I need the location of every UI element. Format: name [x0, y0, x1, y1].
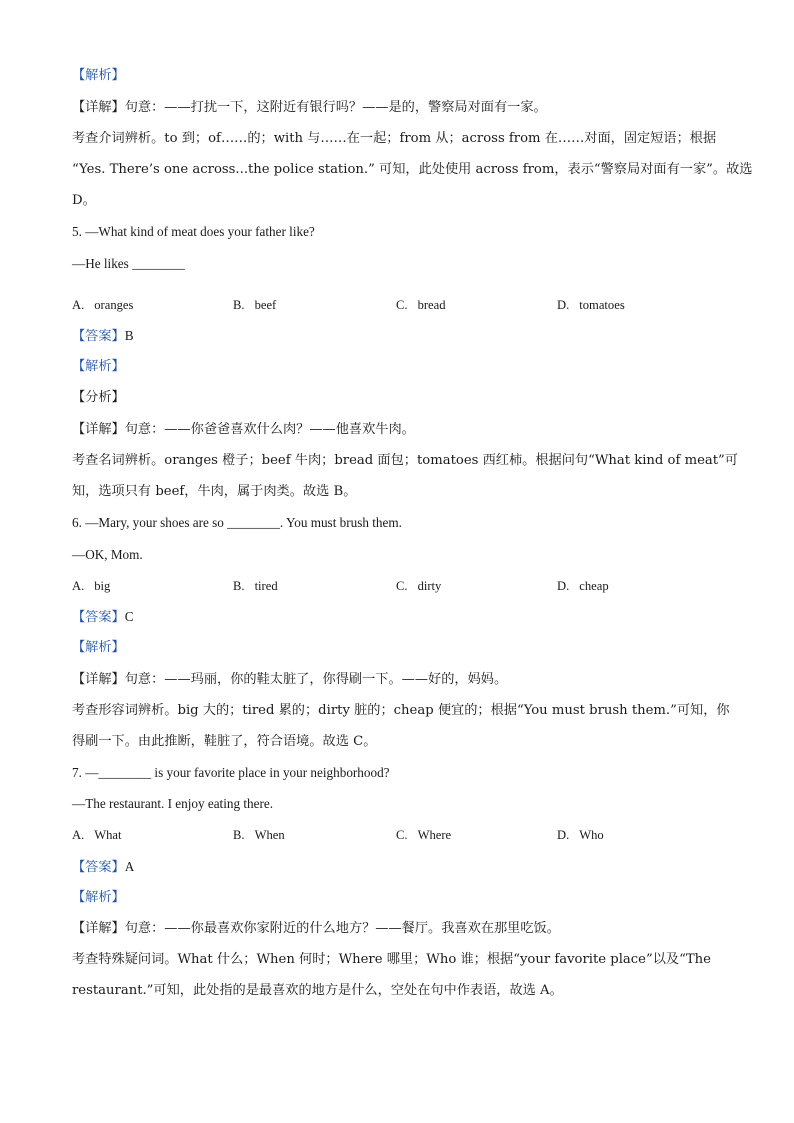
answer-value: A: [124, 859, 135, 874]
q6-detail-line: 考查形容词辨析。big 大的；tired 累的；dirty 脏的；cheap 便宜的；根据“You must brush them.”可知，你: [72, 703, 730, 718]
q4-detail-line: “Yes. There’s one across...the police station.” 可知，此处使用 across from，表示“警察局对面有一家”。故选: [72, 162, 753, 177]
option-letter: B.: [233, 579, 245, 593]
q5-stem: 5. —What kind of meat does your father like?: [72, 224, 315, 239]
q5-option-a: [72, 296, 133, 314]
q7-detail-line: 考查特殊疑问词。What 什么；When 何时；Where 哪里；Who 谁；根据“your favorite place”以及“The: [72, 952, 711, 967]
q7-reply: —The restaurant. I enjoy eating there.: [72, 796, 274, 811]
option-letter: A.: [72, 298, 85, 312]
q7-detail-line: restaurant.”可知，此处指的是最喜欢的地方是什么，空处在句中作表语，故选 A。: [72, 983, 563, 998]
option-text: tired: [254, 579, 278, 593]
q5-detail-line: 考查名词辨析。oranges 橙子；beef 牛肉；bread 面包；tomatoes 西红柿。根据问句“What kind of meat”可: [72, 453, 738, 468]
option-text: big: [94, 579, 111, 593]
q6-option-a: [72, 577, 110, 595]
option-letter: B.: [233, 828, 245, 842]
q5-option-d: [557, 296, 625, 314]
option-letter: D.: [557, 828, 570, 842]
answer-label: 【答案】: [72, 860, 125, 875]
q4-analysis-label: 【解析】: [72, 68, 125, 83]
option-letter: D.: [557, 298, 570, 312]
option-letter: C.: [396, 828, 408, 842]
q7-answer: [72, 858, 134, 877]
q7-option-b: [233, 826, 285, 844]
q6-option-b: [233, 577, 278, 595]
q5-answer: [72, 327, 134, 346]
q6-option-c: [396, 577, 441, 595]
q6-detail-line: 得刷一下。由此推断，鞋脏了，符合语境。故选 C。: [72, 734, 377, 749]
option-letter: C.: [396, 579, 408, 593]
q4-detail-line: 【详解】句意：——打扰一下，这附近有银行吗？——是的，警察局对面有一家。: [72, 100, 547, 115]
q5-reply: —He likes ________: [72, 256, 185, 271]
q7-option-d: [557, 826, 604, 844]
answer-label: 【答案】: [72, 329, 125, 344]
q5-option-b: [233, 296, 276, 314]
q7-detail-line: 【详解】句意：——你最喜欢你家附近的什么地方？——餐厅。我喜欢在那里吃饭。: [72, 921, 560, 936]
q6-answer: [72, 608, 134, 627]
q7-option-c: [396, 826, 451, 844]
q5-option-c: [396, 296, 446, 314]
q7-option-a: [72, 826, 122, 844]
q6-detail-line: 【详解】句意：——玛丽，你的鞋太脏了，你得刷一下。——好的，妈妈。: [72, 672, 508, 687]
option-text: beef: [254, 298, 277, 312]
answer-value: C: [124, 609, 134, 624]
q7-analysis-label: 【解析】: [72, 890, 125, 905]
q6-stem: 6. —Mary, your shoes are so ________. You must brush them.: [72, 515, 402, 530]
q6-analysis-label: 【解析】: [72, 640, 125, 655]
q4-detail-line: 考查介词辨析。to 到；of……的；with 与……在一起；from 从；across from 在……对面，固定短语；根据: [72, 131, 717, 146]
q5-detail-line: 知，选项只有 beef，牛肉，属于肉类。故选 B。: [72, 484, 357, 499]
option-letter: B.: [233, 298, 245, 312]
option-text: tomatoes: [579, 298, 625, 312]
option-text: What: [94, 828, 122, 842]
option-text: bread: [417, 298, 446, 312]
q7-stem: 7. —________ is your favorite place in your neighborhood?: [72, 765, 390, 780]
option-text: cheap: [579, 579, 609, 593]
option-letter: A.: [72, 579, 85, 593]
q4-detail-line: D。: [72, 193, 96, 208]
q6-option-d: [557, 577, 609, 595]
answer-label: 【答案】: [72, 610, 125, 625]
option-letter: D.: [557, 579, 570, 593]
option-text: When: [254, 828, 285, 842]
option-text: Where: [417, 828, 452, 842]
option-letter: C.: [396, 298, 408, 312]
answer-value: B: [124, 328, 134, 343]
q5-detail-line: 【详解】句意：——你爸爸喜欢什么肉？——他喜欢牛肉。: [72, 422, 415, 437]
option-text: dirty: [417, 579, 442, 593]
q5-fenxi-label: 【分析】: [72, 390, 125, 405]
option-text: Who: [579, 828, 604, 842]
q5-analysis-label: 【解析】: [72, 359, 125, 374]
q6-reply: —OK, Mom.: [72, 547, 143, 562]
option-text: oranges: [94, 298, 134, 312]
option-letter: A.: [72, 828, 85, 842]
